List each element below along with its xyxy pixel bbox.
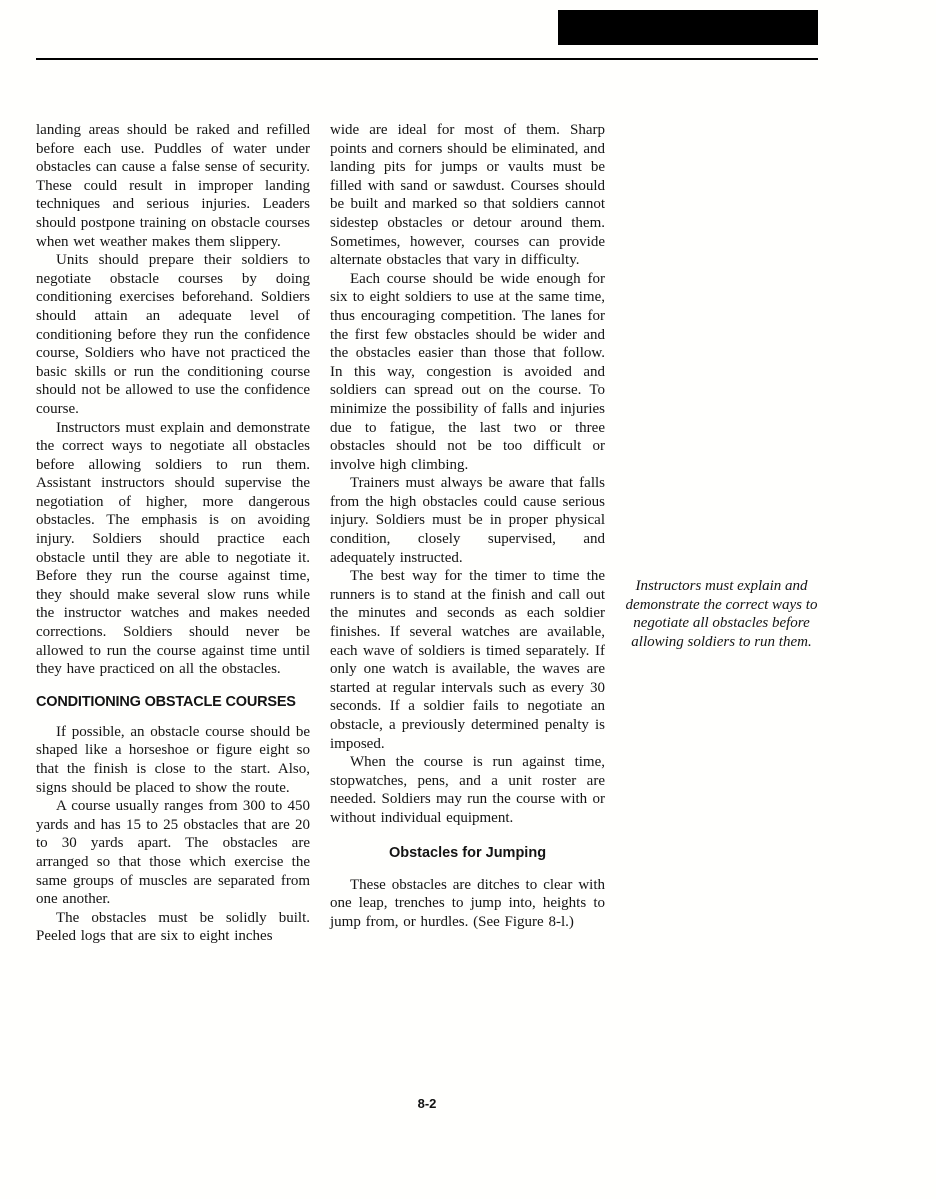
paragraph: The best way for the timer to time the runners is to stand at the finish and call out the minutes and seconds as each soldier finishes. If several watches are available, each wave of soldiers is timed separately. If only one watch is available, the waves are started at regular intervals such as every 30 seconds. If a soldier fails to negotiate an obstacle, a previously determined penalty is imposed. [330, 568, 605, 752]
page-content [36, 121, 818, 946]
paragraph: When the course is run against time, stopwatches, pens, and a unit roster are needed. Soldiers may run the course with or without individual equipment. [330, 754, 605, 826]
paragraph: If possible, an obstacle course should be shaped like a horseshoe or figure eight so that the finish is close to the start. Also, signs should be placed to show the route. [36, 723, 310, 796]
left-column [36, 121, 310, 946]
paragraph: A course usually ranges from 300 to 450 yards and has 15 to 25 obstacles that are 20 to 30 yards apart. The obstacles are arranged so that those which exercise the same groups of muscles are separated from one another. [36, 798, 310, 908]
right-column [330, 121, 605, 931]
margin-column [625, 121, 818, 651]
paragraph: These obstacles are ditches to clear with one leap, trenches to jump into, heights to jump from, or hurdles. (See Figure 8-l.) [330, 876, 605, 930]
pull-quote: Instructors must explain and demonstrate the correct ways to negotiate all obstacles before allowing soldiers to run them. [625, 578, 818, 650]
paragraph: Units should prepare their soldiers to negotiate obstacle courses by doing conditioning exercises beforehand. Soldiers should attain an adequate level of conditioning before they run the confidence course, Soldiers who have not practiced the basic skills or run the conditioning course should not be allowed to use the confidence course. [36, 252, 310, 417]
section-heading-conditioning-obstacle-courses: CONDITIONING OBSTACLE COURSES [36, 693, 296, 710]
paragraph: Instructors must explain and demonstrate the correct ways to negotiate all obstacles before allowing soldiers to run them. Assistant instructors should supervise the negotiation of higher, more dangerous obstacles. The emphasis is on avoiding injury. Soldiers should practice each obstacle until they are able to negotiate it. Before they run the course against time, they should make several slow runs while the instructor watches and makes needed corrections. Soldiers should never be allowed to run the course against time until they have practiced on all the obstacles. [36, 419, 310, 678]
paragraph: The obstacles must be solidly built. Peeled logs that are six to eight inches [36, 909, 310, 945]
paragraph: landing areas should be raked and refilled before each use. Puddles of water under obstacles can cause a false sense of security. These could result in improper landing techniques and serious injuries. Leaders should postpone training on obstacle courses when wet weather makes them slippery. [36, 122, 310, 250]
header-rule [36, 58, 818, 60]
paragraph: wide are ideal for most of them. Sharp points and corners should be eliminated, and landing pits for jumps or vaults must be filled with sand or sawdust. Courses should be built and marked so that soldiers cannot sidestep obstacles or detour around them. Sometimes, however, courses can provide alternate obstacles that vary in difficulty. [330, 122, 605, 269]
paragraph: Trainers must always be aware that falls from the high obstacles could cause serious injury. Soldiers must be in proper physical condition, closely supervised, and adequately instructed. [330, 475, 605, 566]
header-black-bar [558, 10, 818, 45]
subsection-heading-obstacles-for-jumping: Obstacles for Jumping [388, 844, 547, 861]
page-number: 8-2 [417, 1096, 437, 1111]
paragraph: Each course should be wide enough for six to eight soldiers to use at the same time, thus encouraging competition. The lanes for the first few obstacles should be wider and the obstacles easier than those that follow. In this way, congestion is avoided and soldiers can spread out on the course. To minimize the possibility of falls and injuries due to fatigue, the last two or three obstacles should not be too difficult or involve high climbing. [330, 270, 605, 473]
